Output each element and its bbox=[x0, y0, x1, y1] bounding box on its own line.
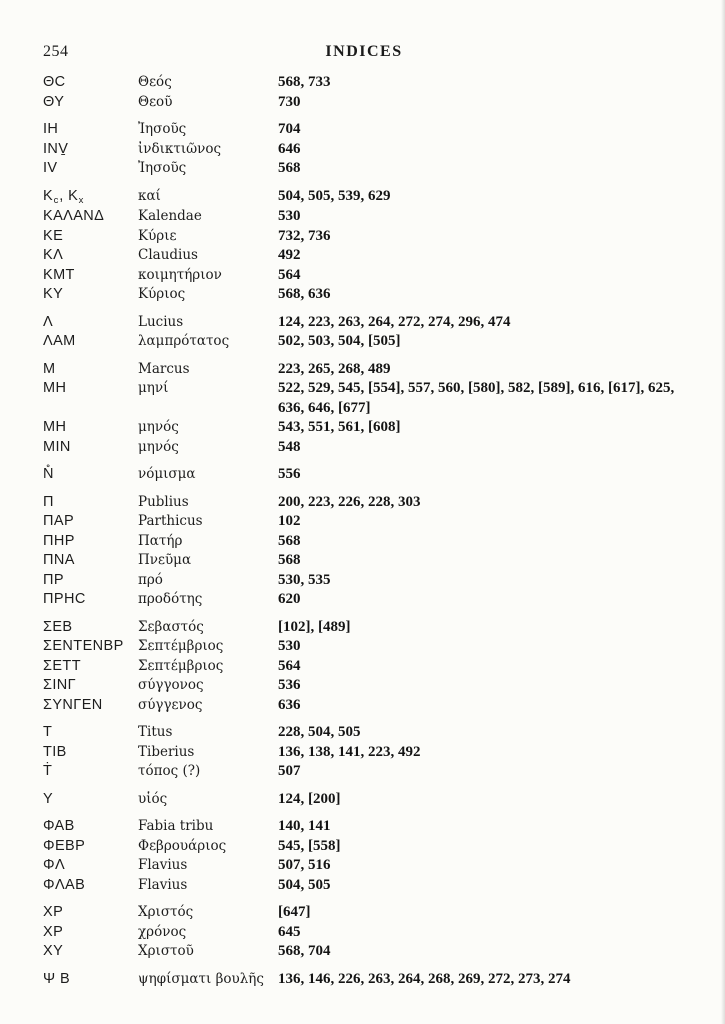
page-references: 568 bbox=[278, 532, 301, 549]
abbreviation: ΙΗ bbox=[43, 121, 59, 137]
expansion: μηνί bbox=[138, 380, 169, 396]
page-references: 124, [200] bbox=[278, 790, 341, 807]
index-section bbox=[43, 903, 695, 962]
expansion: ψηφίσματι βουλῆς bbox=[138, 970, 264, 987]
expansion: Flavius bbox=[138, 857, 188, 873]
abbreviation: ΦΛΑΒ bbox=[43, 876, 86, 893]
page-references: 492 bbox=[278, 247, 301, 263]
index-entry bbox=[43, 227, 695, 247]
index-entry bbox=[43, 817, 695, 837]
index-entry bbox=[43, 332, 695, 352]
index-entry bbox=[43, 285, 695, 305]
expansion: Fabia tribu bbox=[138, 818, 214, 834]
page-references: 704 bbox=[278, 121, 301, 137]
index-entry bbox=[43, 923, 695, 943]
abbreviation: ΠΡΗC bbox=[43, 591, 86, 607]
abbreviation: Ṫ bbox=[43, 763, 53, 779]
index-section bbox=[43, 360, 695, 458]
index-entry bbox=[43, 120, 695, 140]
page-references: 102 bbox=[278, 513, 301, 529]
page-references: 564 bbox=[278, 657, 301, 674]
abbreviation: ΧΡ bbox=[43, 923, 64, 940]
abbreviation: ΚΥ bbox=[43, 286, 64, 302]
page-references: 568 bbox=[278, 552, 301, 568]
abbreviation: ΣΕΤΤ bbox=[43, 657, 81, 674]
index-entry bbox=[43, 140, 695, 160]
index-section bbox=[43, 313, 695, 352]
expansion: μηνός bbox=[138, 438, 179, 455]
abbreviation: Ψ Β bbox=[43, 970, 71, 987]
abbreviation: Τ bbox=[43, 724, 53, 740]
abbreviation: ΠΝΑ bbox=[43, 552, 75, 568]
index-entry bbox=[43, 360, 695, 380]
index-entry bbox=[43, 723, 695, 743]
expansion: Θεός bbox=[138, 74, 172, 90]
expansion: λαμπρότατος bbox=[138, 333, 230, 349]
page-references: 732, 736 bbox=[278, 227, 331, 244]
abbreviation: ΙV bbox=[43, 160, 58, 176]
expansion: νόμισμα bbox=[138, 466, 196, 482]
abbreviation: ΙΝV̱ bbox=[43, 140, 69, 157]
index-entry bbox=[43, 187, 695, 208]
index-entry bbox=[43, 465, 695, 485]
page-references: 507, 516 bbox=[278, 857, 331, 873]
expansion: κοιμητήριον bbox=[138, 266, 222, 283]
index-entry bbox=[43, 571, 695, 591]
page-references: 543, 551, 561, [608] bbox=[278, 419, 401, 435]
abbreviation: ΚΛ bbox=[43, 247, 64, 263]
abbreviation: ΠΗΡ bbox=[43, 532, 75, 549]
index-section bbox=[43, 187, 695, 305]
index-entry bbox=[43, 512, 695, 532]
index-entry bbox=[43, 159, 695, 179]
expansion: Titus bbox=[138, 724, 173, 740]
abbreviation: Λ bbox=[43, 313, 54, 330]
index-entry bbox=[43, 246, 695, 266]
expansion: καί bbox=[138, 187, 161, 204]
expansion: Kalendae bbox=[138, 208, 202, 224]
index-section bbox=[43, 790, 695, 810]
page-references: 502, 503, 504, [505] bbox=[278, 333, 401, 349]
abbreviation: Υ bbox=[43, 790, 54, 807]
page-references: 568, 636 bbox=[278, 286, 331, 302]
page-references: 530 bbox=[278, 208, 301, 224]
abbreviation: ΚΑΛΑΝΔ bbox=[43, 208, 105, 224]
index-entry bbox=[43, 207, 695, 227]
index-entry bbox=[43, 493, 695, 513]
expansion: Parthicus bbox=[138, 513, 203, 529]
page-references: 568, 704 bbox=[278, 943, 331, 959]
expansion: Κύριε bbox=[138, 227, 177, 244]
index-entry bbox=[43, 903, 695, 923]
expansion: ἰνδικτιῶνος bbox=[138, 140, 222, 157]
page-references: 548 bbox=[278, 438, 301, 455]
index-entry bbox=[43, 418, 695, 438]
index-entry bbox=[43, 942, 695, 962]
index-entry bbox=[43, 618, 695, 638]
abbreviation-subscript: c bbox=[53, 194, 59, 206]
abbreviation: ΜΗ bbox=[43, 419, 67, 435]
index-entry bbox=[43, 657, 695, 677]
index-entry bbox=[43, 73, 695, 93]
page-references: 545, [558] bbox=[278, 837, 341, 854]
abbreviation: ΣΕΝΤΕΝΒΡ bbox=[43, 638, 124, 654]
page-references: 530, 535 bbox=[278, 571, 331, 588]
expansion: Κύριος bbox=[138, 286, 186, 302]
abbreviation: ΦΕΒΡ bbox=[43, 837, 86, 854]
index-entry bbox=[43, 696, 695, 716]
abbreviation: ΧΥ bbox=[43, 943, 64, 959]
expansion: χρόνος bbox=[138, 923, 187, 940]
page-references: 730 bbox=[278, 93, 301, 110]
index-section bbox=[43, 970, 695, 990]
abbreviation: ΧΡ bbox=[43, 904, 64, 920]
abbreviation bbox=[43, 187, 138, 208]
page-references: [102], [489] bbox=[278, 618, 351, 635]
index-entry bbox=[43, 551, 695, 571]
abbreviation: ΦΑΒ bbox=[43, 818, 75, 834]
abbreviation: Μ bbox=[43, 360, 56, 377]
abbreviation-subscript: x bbox=[78, 194, 84, 206]
page-references: 568 bbox=[278, 160, 301, 176]
index-entry bbox=[43, 762, 695, 782]
page-references: 140, 141 bbox=[278, 818, 331, 834]
page-references: 530 bbox=[278, 638, 301, 654]
page-references: 568, 733 bbox=[278, 74, 331, 90]
page-references: 507 bbox=[278, 763, 301, 779]
index-section bbox=[43, 618, 695, 716]
page-references: 564 bbox=[278, 266, 301, 283]
index-entry bbox=[43, 379, 695, 418]
expansion: μηνός bbox=[138, 419, 179, 435]
page-references: 228, 504, 505 bbox=[278, 724, 361, 740]
page-references: 536 bbox=[278, 677, 301, 693]
index-section bbox=[43, 465, 695, 485]
page-references: 124, 223, 263, 264, 272, 274, 296, 474 bbox=[278, 313, 511, 330]
expansion: Flavius bbox=[138, 876, 188, 893]
index-entry bbox=[43, 590, 695, 610]
index-entry bbox=[43, 970, 695, 990]
abbreviation: ΚΜΤ bbox=[43, 266, 75, 283]
expansion: Πνεῦμα bbox=[138, 552, 192, 568]
expansion: Φεβρουάριος bbox=[138, 837, 227, 854]
page-references: 200, 223, 226, 228, 303 bbox=[278, 493, 421, 510]
index-entry bbox=[43, 93, 695, 113]
expansion: Σεπτέμβριος bbox=[138, 657, 224, 674]
page-references: 504, 505, 539, 629 bbox=[278, 187, 391, 204]
abbreviation: ΛΑΜ bbox=[43, 333, 76, 349]
page-references: 620 bbox=[278, 591, 301, 607]
expansion: Θεοῦ bbox=[138, 93, 173, 110]
page-references: 136, 138, 141, 223, 492 bbox=[278, 743, 421, 760]
index-section bbox=[43, 120, 695, 179]
index-entry bbox=[43, 266, 695, 286]
abbreviation: ΚΕ bbox=[43, 227, 64, 244]
abbreviation: ΜΗ bbox=[43, 380, 67, 396]
abbreviation: ΣΙΝΓ bbox=[43, 677, 77, 693]
page-references: 504, 505 bbox=[278, 876, 331, 893]
abbreviation: ΣΥΝΓΕΝ bbox=[43, 696, 103, 713]
index-list bbox=[43, 73, 695, 989]
page-references: 636 bbox=[278, 696, 301, 713]
index-entry bbox=[43, 856, 695, 876]
expansion: τόπος (?) bbox=[138, 763, 201, 779]
abbreviation: ΦΛ bbox=[43, 857, 66, 873]
abbreviation-part: , K bbox=[59, 187, 79, 204]
expansion: Claudius bbox=[138, 247, 198, 263]
expansion: Χριστός bbox=[138, 904, 194, 920]
expansion: Lucius bbox=[138, 313, 184, 330]
index-entry bbox=[43, 790, 695, 810]
page-references: 645 bbox=[278, 923, 301, 940]
expansion: Tiberius bbox=[138, 743, 195, 760]
expansion: σύγγονος bbox=[138, 677, 204, 693]
expansion: Πατήρ bbox=[138, 532, 183, 549]
expansion: υἱός bbox=[138, 790, 168, 807]
page-references: 522, 529, 545, [554], 557, 560, [580], 582, [589], 616, [617], 625, 636, 646, [677] bbox=[278, 380, 675, 416]
page-references: 223, 265, 268, 489 bbox=[278, 360, 391, 377]
abbreviation-part: K bbox=[43, 187, 54, 204]
abbreviation: Π bbox=[43, 493, 54, 510]
expansion: προδότης bbox=[138, 591, 203, 607]
expansion: Ἰησοῦς bbox=[138, 121, 187, 137]
expansion: σύγγενος bbox=[138, 696, 203, 713]
abbreviation: ΘC bbox=[43, 74, 66, 90]
page-references: [647] bbox=[278, 904, 311, 920]
index-section bbox=[43, 73, 695, 112]
expansion: Χριστοῦ bbox=[138, 943, 194, 959]
abbreviation: N̊ bbox=[43, 466, 54, 482]
page-references: 556 bbox=[278, 466, 301, 482]
abbreviation: ΣΕΒ bbox=[43, 618, 73, 635]
index-entry bbox=[43, 438, 695, 458]
page-references: 136, 146, 226, 263, 264, 268, 269, 272, 273, 274 bbox=[278, 970, 571, 987]
index-entry bbox=[43, 876, 695, 896]
index-entry bbox=[43, 637, 695, 657]
expansion: πρό bbox=[138, 571, 163, 588]
abbreviation: ΘΥ bbox=[43, 93, 65, 110]
index-section bbox=[43, 723, 695, 782]
index-section bbox=[43, 817, 695, 895]
abbreviation: ΠΑΡ bbox=[43, 513, 75, 529]
index-entry bbox=[43, 837, 695, 857]
expansion: Σεπτέμβριος bbox=[138, 638, 224, 654]
index-section bbox=[43, 493, 695, 610]
index-entry bbox=[43, 676, 695, 696]
page-header bbox=[43, 43, 685, 63]
abbreviation: ΜΙΝ bbox=[43, 438, 71, 455]
index-entry bbox=[43, 743, 695, 763]
index-entry bbox=[43, 313, 695, 333]
abbreviation: ΠΡ bbox=[43, 571, 64, 588]
abbreviation: ΤΙΒ bbox=[43, 743, 67, 760]
expansion: Σεβαστός bbox=[138, 618, 204, 635]
expansion: Ἰησοῦς bbox=[138, 160, 187, 176]
page-number: 254 bbox=[43, 43, 69, 60]
expansion: Publius bbox=[138, 493, 189, 510]
page-title: INDICES bbox=[325, 43, 403, 60]
expansion: Marcus bbox=[138, 360, 190, 377]
index-entry bbox=[43, 532, 695, 552]
page-references: 646 bbox=[278, 140, 301, 157]
